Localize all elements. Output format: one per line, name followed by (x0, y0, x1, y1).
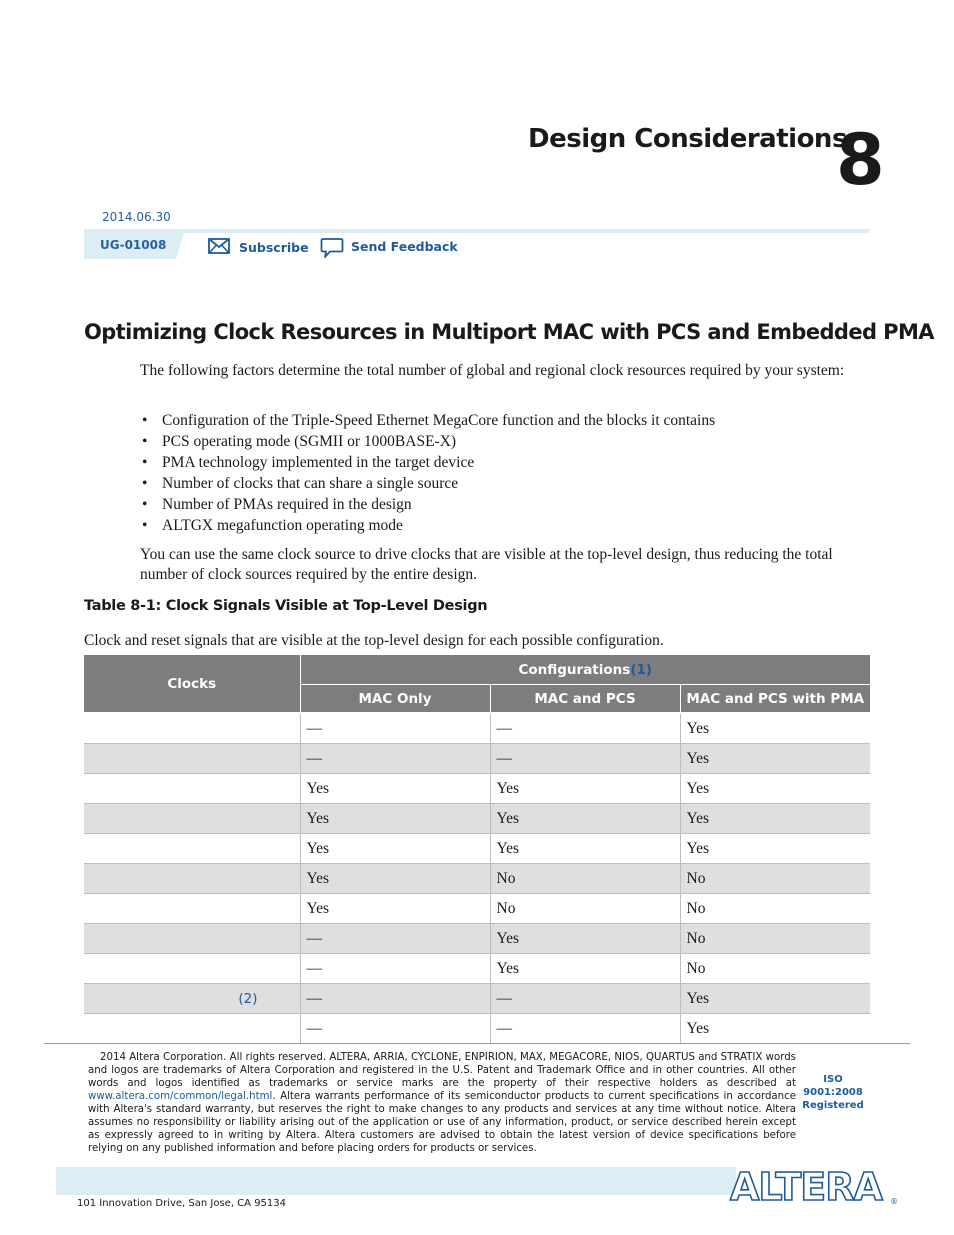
clock-cell (84, 744, 300, 774)
config-cell: Yes (300, 834, 490, 864)
footer-rule (44, 1043, 910, 1044)
header-rule (84, 229, 870, 233)
speech-bubble-icon[interactable] (320, 237, 344, 259)
config-cell: — (300, 1014, 490, 1044)
clock-cell (84, 924, 300, 954)
list-item: • Configuration of the Triple-Speed Ethernet MegaCore function and the blocks it contains (142, 412, 716, 429)
footnote-link[interactable]: (2) (238, 990, 258, 1007)
footnote-link[interactable]: (1) (630, 661, 653, 678)
summary-paragraph: You can use the same clock source to drive clocks that are visible at the top-level design, thus reducing the total number of clock sources required by the entire design. (140, 546, 833, 583)
clock-cell (84, 894, 300, 924)
header-mac-only: MAC Only (300, 685, 490, 714)
iso-registration[interactable] (800, 1073, 866, 1112)
config-cell: No (490, 894, 680, 924)
config-cell: Yes (300, 864, 490, 894)
config-cell: Yes (680, 774, 870, 804)
config-cell: Yes (490, 924, 680, 954)
config-cell: Yes (300, 894, 490, 924)
clock-cell (84, 864, 300, 894)
table-row (84, 774, 870, 804)
table-row (84, 1014, 870, 1044)
footer-band (56, 1167, 736, 1195)
subscribe-link[interactable]: Subscribe (239, 240, 309, 255)
clock-signals-table (84, 655, 870, 1044)
config-cell: No (680, 954, 870, 984)
clock-cell (84, 804, 300, 834)
table-row (84, 804, 870, 834)
header-bar (84, 229, 870, 259)
header-clocks: Clocks (84, 655, 300, 713)
legal-link[interactable]: www.altera.com/common/legal.html (88, 1091, 273, 1102)
envelope-icon[interactable] (208, 238, 230, 254)
config-cell: Yes (300, 804, 490, 834)
config-cell: — (490, 1014, 680, 1044)
clock-cell (84, 713, 300, 744)
config-cell: Yes (680, 804, 870, 834)
config-cell: Yes (490, 954, 680, 984)
config-cell: Yes (300, 774, 490, 804)
table-caption: Table 8-1: Clock Signals Visible at Top-Level Design (84, 598, 488, 614)
header-mac-pcs-pma: MAC and PCS with PMA (680, 685, 870, 714)
registered-mark: ® (890, 1197, 898, 1206)
table-row (84, 713, 870, 744)
config-cell: Yes (680, 834, 870, 864)
copyright-notice (88, 1051, 796, 1155)
table-row (84, 834, 870, 864)
iso-line-3: Registered (802, 1100, 864, 1111)
config-cell: No (680, 894, 870, 924)
config-cell: — (490, 744, 680, 774)
config-cell: — (300, 744, 490, 774)
list-item: • Number of clocks that can share a single source (142, 475, 459, 492)
send-feedback-link[interactable]: Send Feedback (351, 239, 458, 254)
config-cell: — (300, 713, 490, 744)
list-item: • ALTGX megafunction operating mode (142, 517, 403, 534)
iso-line-1: ISO (823, 1074, 843, 1085)
iso-line-2: 9001:2008 (803, 1087, 863, 1098)
altera-logo (728, 1166, 900, 1206)
table-row (84, 954, 870, 984)
clock-cell (84, 954, 300, 984)
list-item-text: PCS operating mode (SGMII or 1000BASE-X) (162, 433, 457, 450)
list-item-text: Number of PMAs required in the design (162, 496, 412, 513)
clock-cell (84, 984, 300, 1014)
config-cell: — (300, 954, 490, 984)
config-cell: No (490, 864, 680, 894)
table-body (84, 713, 870, 1044)
clock-cell (84, 1014, 300, 1044)
config-cell: Yes (680, 1014, 870, 1044)
document-date: 2014.06.30 (102, 210, 171, 224)
list-item-text: PMA technology implemented in the target device (162, 454, 475, 471)
chapter-title: Design Considerations (528, 124, 847, 154)
config-cell: — (490, 984, 680, 1014)
config-cell: Yes (680, 713, 870, 744)
config-cell: Yes (680, 984, 870, 1014)
config-cell: — (300, 924, 490, 954)
intro-paragraph: The following factors determine the total number of global and regional clock resources required by your system: (140, 362, 845, 379)
list-item-text: Number of clocks that can share a single source (162, 475, 459, 492)
factor-list (140, 410, 870, 536)
copyright-text-1: 2014 Altera Corporation. All rights reserved. ALTERA, ARRIA, CYCLONE, ENPIRION, MAX, MEGACORE, NIOS, QUARTUS and STRATIX words and logos are trademarks of Altera Corporation and registered in the U.S. Patent and Trademark Office and in other countries. All other words and logos identified as trademarks or service marks are the property of their respective holders as described at (88, 1052, 796, 1089)
list-item: • PMA technology implemented in the target device (142, 454, 475, 471)
config-cell: — (300, 984, 490, 1014)
header-mac-and-pcs: MAC and PCS (490, 685, 680, 714)
config-cell: No (680, 924, 870, 954)
list-item-text: Configuration of the Triple-Speed Ethernet MegaCore function and the blocks it contains (162, 412, 716, 429)
clock-cell (84, 774, 300, 804)
header-configurations-label: Configurations (518, 661, 631, 678)
table-row (84, 984, 870, 1014)
table-row (84, 864, 870, 894)
config-cell: Yes (490, 774, 680, 804)
list-item: • PCS operating mode (SGMII or 1000BASE-X) (142, 433, 457, 450)
table-row (84, 744, 870, 774)
copyright-text-2: . Altera warrants performance of its semiconductor products to current specifications in accordance with Altera's standard warranty, but reserves the right to make changes to any products and services at any time without notice. Altera assumes no responsibility or liability arising out of the application or use of any information, product, or service described herein except as expressly agreed to in writing by Altera. Altera customers are advised to obtain the latest version of device specifications before relying on any published information and before placing orders for products or services. (88, 1091, 796, 1154)
table-row (84, 894, 870, 924)
config-cell: No (680, 864, 870, 894)
config-cell: Yes (490, 834, 680, 864)
company-address: 101 Innovation Drive, San Jose, CA 95134 (77, 1198, 286, 1209)
list-item: • Number of PMAs required in the design (142, 496, 412, 513)
config-cell: — (490, 713, 680, 744)
list-item-text: ALTGX megafunction operating mode (162, 517, 403, 534)
logo-wordmark: ALTERA (730, 1166, 882, 1206)
config-cell: Yes (490, 804, 680, 834)
clock-cell (84, 834, 300, 864)
header-configurations (300, 655, 870, 685)
config-cell: Yes (680, 744, 870, 774)
document-id: UG-01008 (100, 238, 167, 252)
table-row (84, 924, 870, 954)
table-description: Clock and reset signals that are visible at the top-level design for each possible configuration. (84, 632, 664, 649)
section-heading: Optimizing Clock Resources in Multiport MAC with PCS and Embedded PMA (84, 320, 934, 344)
chapter-number: 8 (836, 119, 885, 201)
